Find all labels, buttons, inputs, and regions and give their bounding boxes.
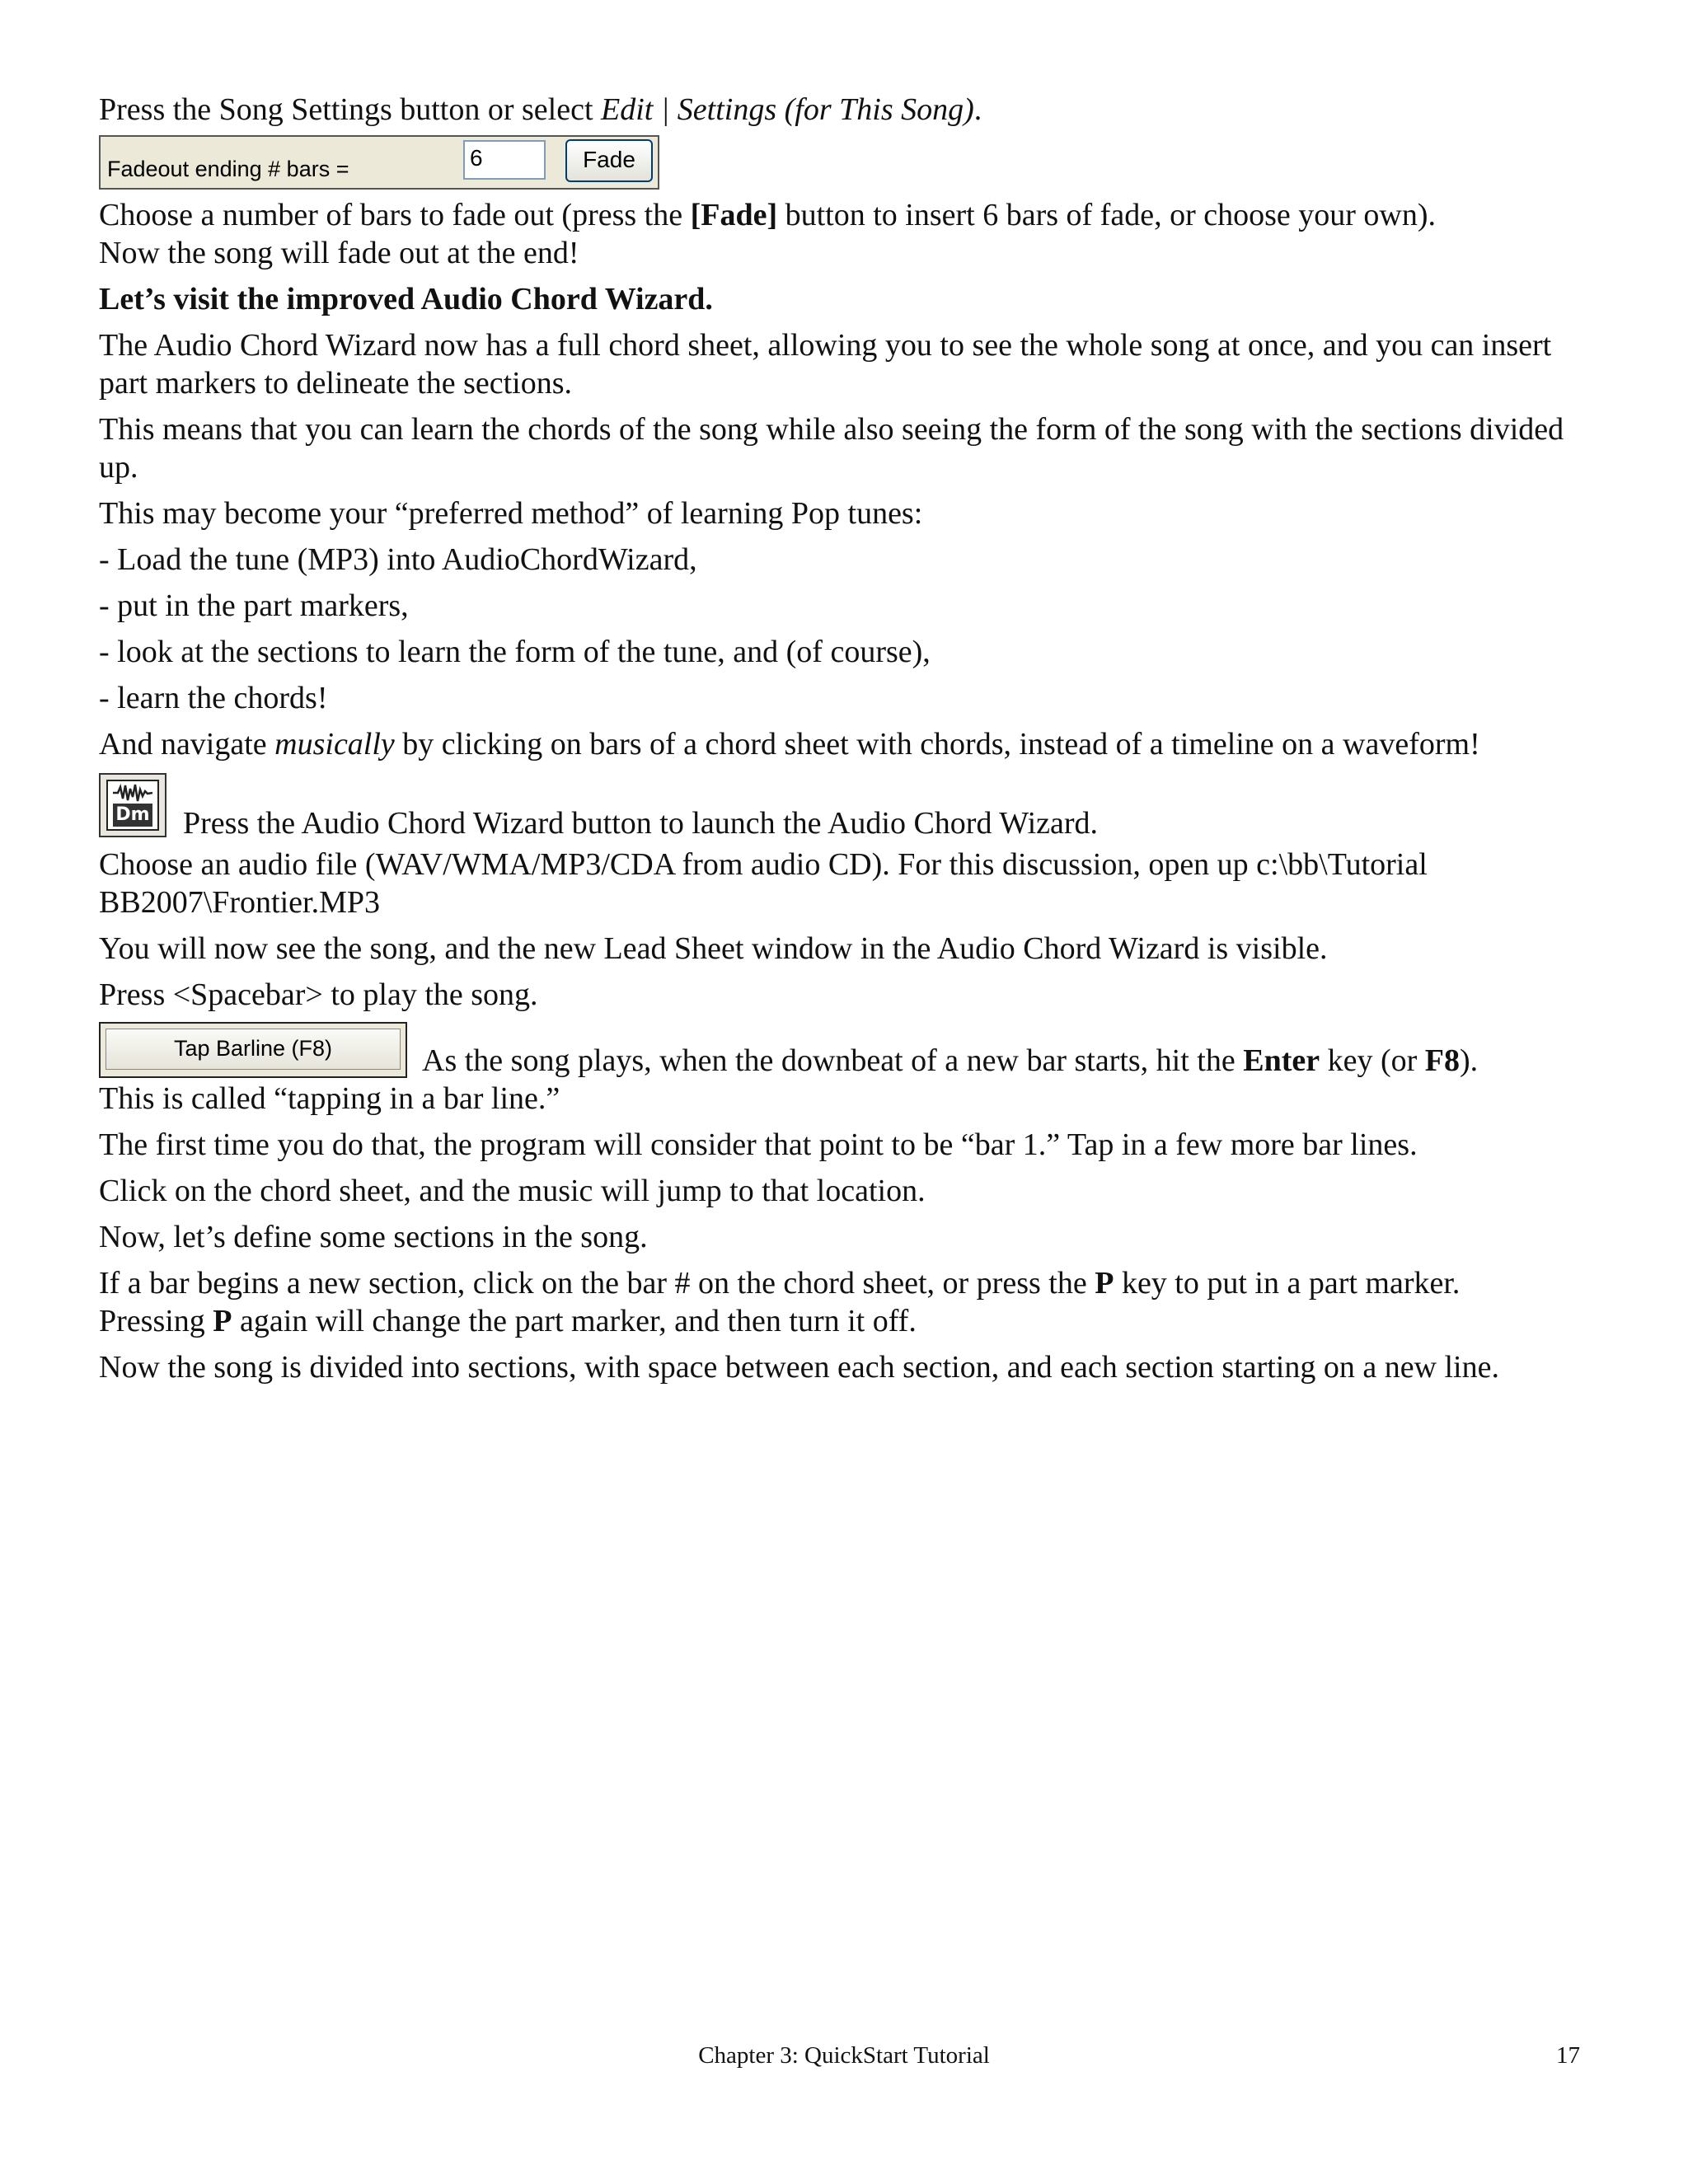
- navigate-text: And navigate: [99, 727, 275, 762]
- paragraph-learn-chords: This means that you can learn the chords of the song while also seeing the form of the song with the sections divided up.: [99, 412, 1564, 485]
- intro-text: Press the Song Settings button or select: [99, 92, 602, 127]
- define-sections-paragraph: Now, let’s define some sections in the song.: [99, 1220, 648, 1254]
- fade-text: Choose a number of bars to fade out (press the: [99, 198, 691, 232]
- fade-paragraph: [99, 196, 1591, 234]
- step-item: - put in the part markers,: [99, 588, 409, 623]
- navigate-italic: musically: [274, 727, 395, 762]
- part-marker-paragraph: [99, 1264, 1591, 1302]
- tapping-line: This is called “tapping in a bar line.”: [99, 1081, 560, 1116]
- tap-row: [99, 1022, 1591, 1080]
- fade-button[interactable]: Fade: [565, 139, 653, 182]
- navigate-text-end: by clicking on bars of a chord sheet with chords, instead of a timeline on a waveform!: [394, 727, 1480, 762]
- fade-line2: Now the song will fade out at the end!: [99, 236, 579, 270]
- fadeout-panel: [99, 135, 659, 190]
- waveform-icon: [111, 783, 154, 803]
- chapter-title: Chapter 3: QuickStart Tutorial: [698, 2042, 990, 2069]
- page-number: 17: [1556, 2042, 1580, 2069]
- p-key-2: P: [213, 1304, 232, 1338]
- audio-chord-wizard-button[interactable]: [99, 773, 166, 837]
- intro-paragraph: [99, 91, 1591, 129]
- step-item: - Load the tune (MP3) into AudioChordWizard,: [99, 542, 697, 577]
- navigate-paragraph: [99, 725, 1591, 763]
- part-marker-text: If a bar begins a new section, click on the bar # on the chord sheet, or press the: [99, 1266, 1095, 1301]
- click-sheet-paragraph: Click on the chord sheet, and the music will jump to that location.: [99, 1174, 926, 1208]
- fade-bold: [Fade]: [690, 198, 778, 232]
- menu-path: Edit | Settings (for This Song): [601, 92, 974, 127]
- tap-text-start: As the song plays, when the downbeat of a new bar starts, hit the: [422, 1043, 1244, 1078]
- p-key: P: [1095, 1266, 1114, 1301]
- tap-barline-label: Tap Barline (F8): [106, 1029, 401, 1070]
- step-item: - learn the chords!: [99, 681, 328, 715]
- pressing-text-end: again will change the part marker, and then turn it off.: [232, 1304, 917, 1338]
- first-time-paragraph: The first time you do that, the program will consider that point to be “bar 1.” Tap in a few more bar lines.: [99, 1127, 1418, 1162]
- heading-text: Let’s visit the improved Audio Chord Wizard.: [99, 282, 713, 316]
- spacebar-paragraph: Press <Spacebar> to play the song.: [99, 977, 538, 1012]
- dm-label: Dm: [113, 804, 152, 827]
- f8-key: F8: [1424, 1043, 1461, 1078]
- document-body: [99, 91, 1591, 1386]
- tap-text-end: ).: [1460, 1043, 1479, 1078]
- intro-period: .: [973, 92, 982, 127]
- tap-text-mid: key (or: [1320, 1043, 1425, 1078]
- fadeout-bars-input[interactable]: 6: [463, 140, 546, 180]
- acw-row: [99, 768, 1591, 839]
- fade-text-end: button to insert 6 bars of fade, or choose your own).: [777, 198, 1436, 232]
- paragraph-preferred-method: This may become your “preferred method” of learning Pop tunes:: [99, 496, 923, 531]
- tap-barline-button[interactable]: [99, 1022, 407, 1078]
- lead-sheet-paragraph: You will now see the song, and the new Lead Sheet window in the Audio Chord Wizard is visible.: [99, 931, 1328, 966]
- fadeout-label: Fadeout ending # bars =: [107, 157, 349, 181]
- enter-key: Enter: [1243, 1043, 1320, 1078]
- part-marker-line2: [99, 1302, 1591, 1340]
- step-item: - look at the sections to learn the form of the tune, and (of course),: [99, 635, 931, 669]
- audio-chord-wizard-icon: [106, 780, 159, 831]
- choose-file-paragraph: Choose an audio file (WAV/WMA/MP3/CDA from audio CD). For this discussion, open up c:\bb\Tutorial BB2007\Frontier.MP3: [99, 847, 1428, 920]
- part-marker-text-end: key to put in a part marker.: [1114, 1266, 1461, 1301]
- divided-paragraph: Now the song is divided into sections, with space between each section, and each section starting on a new line.: [99, 1350, 1499, 1385]
- acw-text: Press the Audio Chord Wizard button to launch the Audio Chord Wizard.: [183, 806, 1099, 841]
- section-heading: [99, 280, 1591, 318]
- tap-text: [422, 1042, 1478, 1080]
- paragraph-full-chord-sheet: The Audio Chord Wizard now has a full chord sheet, allowing you to see the whole song at once, and you can insert part markers to delineate the sections.: [99, 328, 1552, 401]
- pressing-text: Pressing: [99, 1304, 213, 1338]
